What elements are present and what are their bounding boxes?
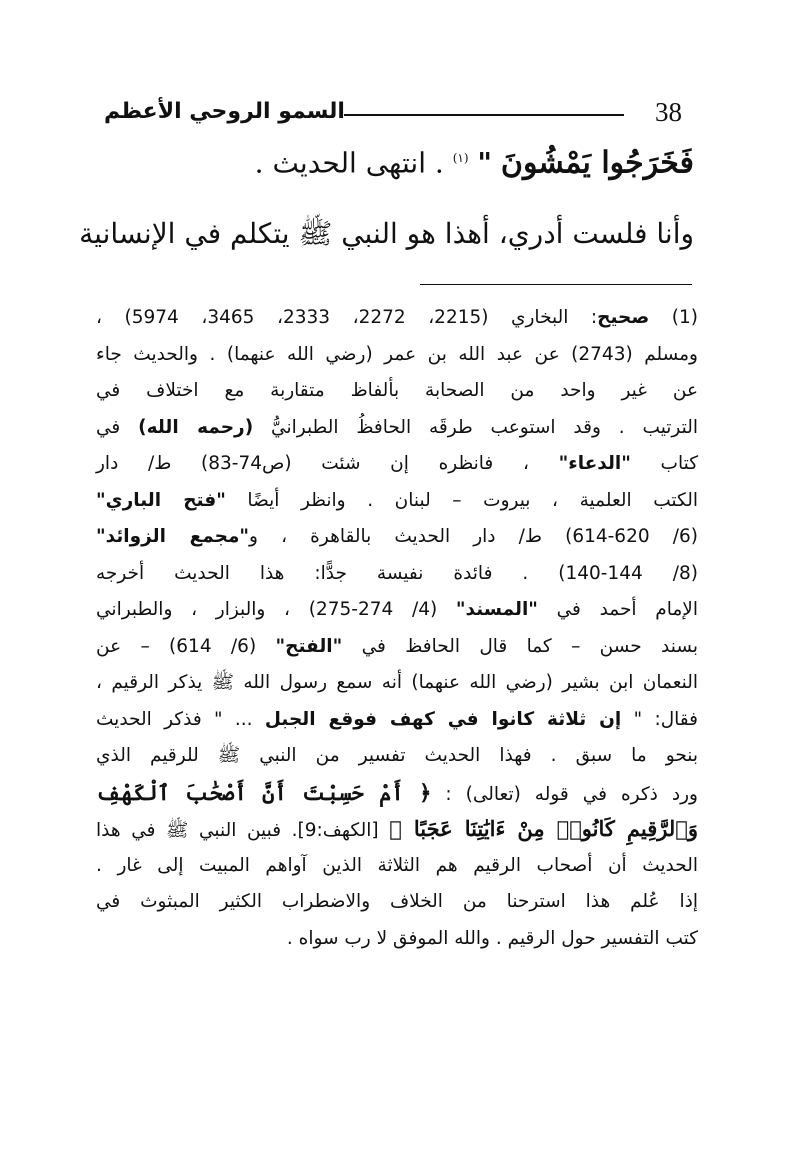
footnote-section — [96, 300, 698, 957]
footnote-bold-text: "مجمع الزوائد" — [96, 526, 250, 547]
footnote-line — [96, 884, 698, 921]
body-text: . انتهى الحديث . — [254, 146, 444, 180]
footnote-line — [96, 483, 698, 520]
footnote-line — [96, 848, 698, 885]
page-header — [104, 96, 682, 136]
quran-verse: وَٱلرَّقِيمِ كَانُوا۟ مِنْ ءَايَٰتِنَا عَجَبًا ﴾ — [389, 816, 698, 841]
footnote-text: عن غير واحد من الصحابة بألفاظ متقاربة مع اختلاف في — [96, 380, 698, 401]
footnote-text: بسند حسن – كما قال الحافظ في — [342, 635, 698, 657]
closing-quote: " — [477, 146, 493, 180]
footnote-line — [96, 665, 698, 702]
footnote-line — [96, 337, 698, 374]
footnote-text: (6/ 614-620) ط/ دار الحديث بالقاهرة ، و — [249, 526, 698, 547]
verse-ending: فَخَرَجُوا يَمْشُونَ — [500, 145, 694, 181]
footnote-line — [96, 811, 698, 848]
body-line-1 — [96, 138, 694, 183]
footnote-text: ومسلم (2743) عن عبد الله بن عمر (رضي الله عنهما) . والحديث جاء — [96, 343, 698, 365]
footnote-line — [96, 775, 698, 812]
footnote-text: الحديث أن أصحاب الرقيم هم الثلاثة الذين آواهم المبيت إلى غار . — [96, 854, 698, 876]
footnote-line — [96, 373, 698, 410]
footnote-line — [96, 702, 698, 739]
footnote-text: [الكهف:9]. فبين النبي ﷺ في هذا — [96, 820, 390, 841]
footnote-text: الكتب العلمية ، بيروت – لبنان . وانظر أيضًا — [225, 489, 698, 511]
footnote-text: ، فانظره إن شئت (ص74-83) ط/ دار — [96, 453, 559, 474]
footnote-text: (1) — [649, 307, 699, 328]
footnote-bold-text: "الدعاء" — [558, 453, 631, 474]
footnote-line — [96, 519, 698, 556]
footnote-divider — [420, 284, 692, 285]
footnote-bold-text: "الفتح" — [275, 635, 343, 657]
footnote-bold-text: "فتح الباري" — [96, 489, 226, 511]
footnote-text: النعمان ابن بشير (رضي الله عنهما) أنه سمع رسول الله ﷺ يذكر الرقيم ، — [96, 672, 698, 693]
footnote-line — [96, 446, 698, 483]
footnote-text: في — [96, 416, 139, 438]
footnote-line — [96, 300, 698, 337]
footnote-bold-text: صحيح — [597, 307, 650, 328]
footnote-text: ... " فذكر الحديث — [96, 708, 265, 730]
header-divider — [344, 114, 624, 116]
footnote-line — [96, 556, 698, 593]
footnote-text: كتاب — [630, 453, 699, 474]
footnote-line — [96, 921, 698, 958]
footnote-bold-text: "المسند" — [455, 599, 538, 620]
footnote-text: كتب التفسير حول الرقيم . والله الموفق لا رب سواه . — [286, 927, 698, 949]
footnote-text: (8/ 140-144) . فائدة نفيسة جدًّا: هذا الحديث أخرجه — [96, 562, 698, 584]
footnote-text: ورد ذكره في قوله (تعالى) : — [431, 783, 698, 805]
footnote-text: الترتيب . وقد استوعب طرقَه الحافظُ الطبرانيُّ — [253, 416, 698, 438]
footnote-line — [96, 738, 698, 775]
footnote-bold-text: إن ثلاثة كانوا في كهف فوقع الجبل — [264, 708, 622, 730]
footnote-line — [96, 629, 698, 666]
footnote-text: : البخاري (2215، 2272، 2333، 3465، 5974) ، — [96, 307, 598, 328]
footnote-text: بنحو ما سبق . فهذا الحديث تفسير من النبي ﷺ للرقيم الذي — [96, 745, 698, 766]
body-line-2: وأنا فلست أدري، أهذا هو النبي ﷺ يتكلم في الإنسانية — [79, 217, 694, 250]
footnote-bold-text: (رحمه الله) — [138, 416, 254, 438]
footnote-text: إذا عُلم هذا استرحنا من الخلاف والاضطراب الكثير المبثوث في — [96, 891, 698, 912]
footnote-text: (4/ 274-275) ، والبزار ، والطبراني — [96, 599, 456, 620]
book-title: السمو الروحي الأعظم — [104, 99, 345, 124]
footnote-text: الإمام أحمد في — [537, 599, 698, 620]
footnote-reference: (١) — [452, 151, 469, 165]
footnote-text: فقال: " — [621, 708, 698, 730]
footnote-text: (6/ 614) – عن — [96, 635, 276, 657]
quran-verse: ﴿ أَمْ حَسِبْتَ أَنَّ أَصْحَٰبَ ٱلْكَهْفِ — [96, 779, 432, 805]
footnote-line — [96, 410, 698, 447]
footnote-line — [96, 592, 698, 629]
page-number: 38 — [655, 97, 682, 127]
